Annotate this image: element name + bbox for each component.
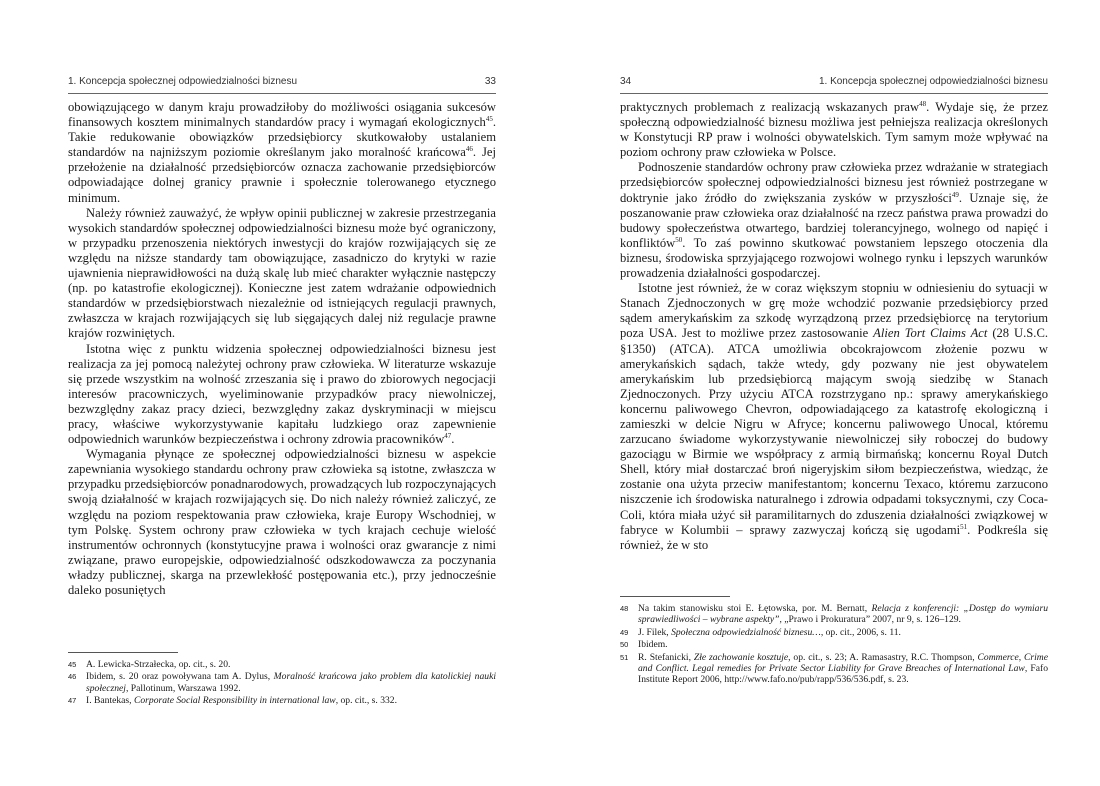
right-page — [550, 0, 1100, 786]
footnote-number: 48 — [620, 604, 629, 613]
body-text — [68, 100, 496, 598]
footnote-ref[interactable]: 51 — [960, 522, 968, 531]
paragraph: Wymagania płynące ze społecznej odpowiedzialności biznesu w aspekcie zapewniania wysokiego standardu ochrony praw człowieka są istotne, zwłaszcza w przypadku przedsiębiorców ponadnarodowych, prowadzących lub rozpoczynających swoją działalność w krajach rozwijających się. Do nich należy również zaliczyć, ze względu na poziom respektowania praw człowieka, kraje Europy Wschodniej, w tym Polskę. System ochrony praw człowieka w tych krajach cechuje wielość instrumentów ochronnych (konstytucyjne prawa i wolności oraz gwarancje z nimi związane, prawo europejskie, odpowiedzialność odszkodowawcza za poczynania władzy publicznej, skarga na przewlekłość postępowania etc.), przy jednocześnie daleko posuniętych — [68, 447, 497, 597]
running-head-title: 1. Koncepcja społecznej odpowiedzialności biznesu — [68, 76, 298, 87]
footnote-ref[interactable]: 48 — [919, 99, 927, 108]
footnote-number: 50 — [620, 640, 629, 650]
footnote: 47 I. Bantekas, Corporate Social Responsibility in international law, op. cit., s. 332. — [68, 695, 397, 707]
footnote-number: 51 — [620, 652, 629, 662]
footnote: 45 A. Lewicka-Strzałecka, op. cit., s. 20. — [68, 659, 231, 670]
footnote-number: 49 — [620, 627, 629, 637]
running-head — [620, 76, 1048, 94]
footnote: 49 J. Filek, Społeczna odpowiedzialność biznesu…, op. cit., 2006, s. 11. — [620, 626, 901, 638]
footnote: 51 R. Stefanicki, Złe zachowanie kosztuje, op. cit., s. 23; A. Ramasastry, R.C. Thompson, Commerce, Crime and Conflict. Legal remedies for Private Sector Liability for Grave Breaches of International Law, Fafo Institute Report 2006, http://www.fafo.no/pub/rapp/536/536.pdf, s. 23. — [620, 651, 1048, 686]
footnote: 46 Ibidem, s. 20 oraz powoływana tam A. Dylus, Moralność krańcowa jako problem dla katolickiej nauki społecznej, Pallotinum, Warszawa 1992. — [68, 671, 496, 694]
footnote-number: 45 — [68, 660, 77, 669]
footnote-ref[interactable]: 50 — [675, 235, 683, 244]
footnote-number: 47 — [68, 696, 77, 706]
paragraph: Podnoszenie standardów ochrony praw człowieka przez wdrażanie w strategiach przedsiębiorców społecznej odpowiedzialności biznesu jest również postrzegane w doktrynie jako źródło do zwiększania zysków w przyszłości$^{49}$. Uznaje się, że poszanowanie praw człowieka oraz działalność na rzecz państwa prawa prowadzi do budowy społeczeństwa otwartego, bardziej tolerancyjnego, wolnego od napięć i konfliktów$^{50}$. To zaś powinno skutkować powstaniem lepszego otoczenia dla biznesu, środowiska sprzyjającego rozwojowi wolnego rynku i lepszych warunków prowadzenia działalności gospodarczej. — [620, 160, 1049, 281]
running-head — [68, 76, 496, 94]
footnote-number: 46 — [68, 672, 77, 682]
paragraph: obowiązującego w danym kraju prowadziłoby do możliwości osiągania sukcesów finansowych kosztem minimalnych standardów pracy i wymagań ekologicznych$^{45}$. Takie redukowanie obowiązków przedsiębiorcy skutkowałoby ustalaniem standardów na najniższym poziomie określanym jako moralność krańcowa$^{46}$. Jej przełożenie na działalność przedsiębiorców oznacza zachowanie przedsiębiorców odpowiadające dolnej granicy prawnie i społecznie tolerowanego etycznego minimum. — [68, 100, 496, 205]
running-head-title: 1. Koncepcja społecznej odpowiedzialności biznesu — [818, 76, 1048, 87]
footnotes — [620, 596, 1048, 687]
paragraph: Istotne jest również, że w coraz większym stopniu w odniesieniu do sytuacji w Stanach Zjednoczonych w grę może wchodzić pozwanie przedsiębiorcy przed sądem amerykańskim za szkodę wyrządzoną przez przedsiębiorcę na terytorium poza USA. Jest to możliwe przez zastosowanie Alien Tort Claims Act (28 U.S.C. §1350) (ATCA). ATCA umożliwia obcokrajowcom złożenie pozwu w amerykańskich sądach, także wtedy, gdy pozwany nie jest obywatelem amerykańskim lub przedsiębiorcą mającym swoją siedzibę w Stanach Zjednoczonych. Przy użyciu ATCA rozstrzygano np.: sprawy amerykańskiego koncernu paliwowego Chevron, odpowiadającego za katastrofę ekologiczną i zamieszki w delcie Nigru w Afryce; koncernu paliwowego Unocal, któremu zarzucano świadome wykorzystywanie niewolniczej siły roboczej do budowy gazociągu w Birmie we współpracy z armią birmańską; koncernu Royal Dutch Shell, który miał dostarczać broń nigeryjskim siłom bezpieczeństwa, wiedząc, że zostanie ona użyta przeciw manifestantom; koncernu Texaco, któremu zarzucono niszczenie ich środowiska naturalnego i zdrowia odpadami toksycznymi, czy Coca-Coli, która miała użyć sił paramilitarnych do zduszenia działalności związkowej w fabryce w Kolumbii – sprawy zazwyczaj kończą się ugodami$^{51}$. Podkreśla się również, że w sto — [620, 281, 1048, 552]
footnotes — [68, 652, 496, 708]
page-number: 34 — [620, 76, 632, 87]
footnote-ref[interactable]: 49 — [951, 190, 959, 199]
footnote-divider — [68, 652, 178, 653]
footnote: 48 Na takim stanowisku stoi E. Łętowska, por. M. Bernatt, Relacja z konferencji: „Dostęp do wymiaru sprawiedliwości – wybrane aspekty”, „Prawo i Prokuratura” 2007, nr 9, s. 126–129. — [620, 603, 1048, 626]
footnote-ref[interactable]: 46 — [465, 145, 473, 154]
footnote-divider — [620, 596, 730, 597]
paragraph: praktycznych problemach z realizacją wskazanych praw$^{48}$. Wydaje się, że przez społeczną odpowiedzialność biznesu możliwa jest pełniejsza realizacja określonych w Konstytucji RP praw i wolności obywatelskich. Tym samym może wpływać na poziom ochrony praw człowieka w Polsce. — [620, 99, 1048, 160]
page-number: 33 — [484, 76, 496, 87]
body-text — [620, 100, 1048, 553]
footnote: 50 Ibidem. — [620, 639, 668, 651]
paragraph: Należy również zauważyć, że wpływ opinii publicznej w zakresie przestrzegania wysokich standardów społecznej odpowiedzialności biznesu może być ograniczony, w przypadku przenoszenia niektórych inwestycji do krajów rozwijających się ze względu na niższe standardy tam obowiązujące, zasadniczo do krytyki w razie ujawnienia nieprawidłowości na dużą skalę lub mieć charakter wyłącznie następczy (np. po katastrofie ekologicznej). Konieczne jest zatem wdrażanie odpowiednich standardów w przedsiębiorstwach niezależnie od istniejących regulacji prawnych, zwłaszcza w krajach rozwijających się lub sięgających dalej niż regulacje prawne krajów rozwiniętych. — [68, 205, 496, 341]
footnote-ref[interactable]: 45 — [485, 114, 493, 123]
footnote-ref[interactable]: 47 — [444, 431, 452, 440]
paragraph: Istotna więc z punktu widzenia społecznej odpowiedzialności biznesu jest realizacja za jej pomocą należytej ochrony praw człowieka. W literaturze wskazuje się przede wszystkim na wolność zrzeszania się i prawo do zbiorowych negocjacji interesów pracowniczych, wyeliminowanie przypadków pracy niewolniczej, bezwzględny zakaz pracy dzieci, bezwzględny zakaz dyskryminacji w miejscu pracy, właściwe wykorzystywanie kapitału ludzkiego oraz zapewnienie odpowiednich warunków bezpieczeństwa i ochrony zdrowia pracowników$^{47}$. — [68, 341, 496, 447]
